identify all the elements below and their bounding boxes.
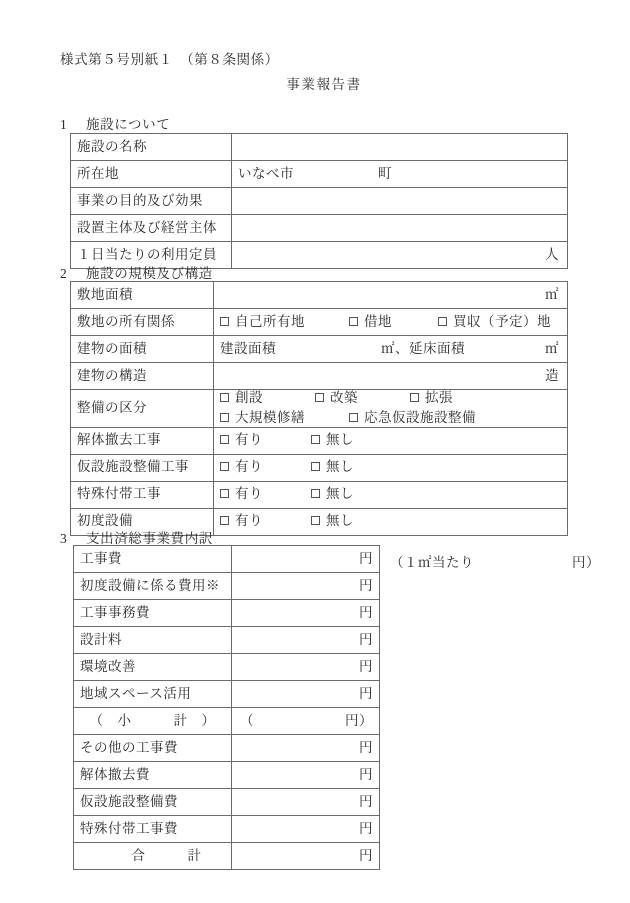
- section-label-1: 施設について: [86, 117, 171, 132]
- unit-yen: 円: [359, 577, 373, 593]
- row-label-environment-improvement: 環境改善: [74, 654, 232, 681]
- table-row: [74, 843, 380, 870]
- section-number-3: 3: [60, 531, 68, 546]
- table-row: [74, 573, 380, 600]
- row-value-purpose[interactable]: [232, 188, 568, 215]
- row-value-special-attached-cost[interactable]: [232, 816, 380, 843]
- checkbox-icon-new-construction[interactable]: [220, 393, 229, 402]
- row-label-purpose: 事業の目的及び効果: [71, 188, 232, 215]
- unit-yen: 円: [359, 631, 373, 647]
- row-value-initial-equipment: [214, 508, 568, 535]
- table-row: [74, 627, 380, 654]
- row-label-initial-equipment: 初度設備: [71, 508, 214, 535]
- row-value-design-fee[interactable]: [232, 627, 380, 654]
- section-number-2: 2: [60, 266, 68, 281]
- row-value-building-structure[interactable]: [214, 363, 568, 390]
- checkbox-icon-temporary-facility-no[interactable]: [311, 462, 320, 471]
- checkbox-icon-special-attached-no[interactable]: [311, 489, 320, 498]
- table-row: [71, 134, 568, 161]
- unit-structure: 造: [545, 367, 559, 383]
- checkbox-icon-special-attached-yes[interactable]: [220, 489, 229, 498]
- row-value-building-area[interactable]: [214, 336, 568, 363]
- checkbox-icon-demolition-no[interactable]: [311, 435, 320, 444]
- row-value-subtotal[interactable]: [232, 708, 380, 735]
- row-label-facility-name: 施設の名称: [71, 134, 232, 161]
- checkbox-icon-leased-land[interactable]: [349, 317, 358, 326]
- row-label-other-construction-cost: その他の工事費: [74, 735, 232, 762]
- building-area-second-label: 延床面積: [409, 340, 465, 356]
- option-label-initial-equipment-yes: 有り: [235, 513, 263, 529]
- row-value-temporary-facility-cost[interactable]: [232, 789, 380, 816]
- table-row: [74, 546, 380, 573]
- table-row: [71, 481, 568, 508]
- checkbox-icon-initial-equipment-no[interactable]: [311, 516, 320, 525]
- subtotal-paren-open: （: [240, 712, 254, 728]
- row-value-address[interactable]: [232, 161, 568, 188]
- table-row: [71, 215, 568, 242]
- unit-yen: 円: [359, 685, 373, 701]
- table-row: [71, 390, 568, 428]
- unit-yen: 円: [359, 847, 373, 863]
- row-value-facility-name[interactable]: [232, 134, 568, 161]
- initial-equipment-options: [220, 513, 561, 530]
- option-label-own-land: 自己所有地: [235, 313, 305, 329]
- checkbox-icon-demolition-yes[interactable]: [220, 435, 229, 444]
- special-attached-options: [220, 486, 561, 503]
- section-number-1: 1: [60, 117, 68, 132]
- row-label-total: 合 計: [74, 843, 232, 870]
- row-label-construction-admin-cost: 工事事務費: [74, 600, 232, 627]
- option-label-temporary-facility-yes: 有り: [235, 459, 263, 475]
- row-label-design-fee: 設計料: [74, 627, 232, 654]
- table-row: [74, 735, 380, 762]
- scale-structure-table: [70, 281, 568, 536]
- row-value-demolition-cost[interactable]: [232, 762, 380, 789]
- table-row: [71, 309, 568, 336]
- option-label-initial-equipment-no: 無し: [326, 513, 354, 529]
- row-value-total[interactable]: [232, 843, 380, 870]
- unit-yen: 円: [359, 739, 373, 755]
- section-heading-2: [60, 262, 213, 282]
- row-label-special-attached: 特殊付帯工事: [71, 481, 214, 508]
- checkbox-icon-rebuild[interactable]: [315, 393, 324, 402]
- table-row: [74, 789, 380, 816]
- table-row: [71, 363, 568, 390]
- option-label-special-attached-no: 無し: [326, 486, 354, 502]
- row-value-other-construction-cost[interactable]: [232, 735, 380, 762]
- facility-table: [70, 133, 568, 269]
- option-label-demolition-no: 無し: [326, 432, 354, 448]
- checkbox-icon-temporary-facility-yes[interactable]: [220, 462, 229, 471]
- table-row: [71, 427, 568, 454]
- checkbox-icon-major-repair[interactable]: [220, 413, 229, 422]
- row-label-demolition: 解体撤去工事: [71, 427, 214, 454]
- ownership-options: [220, 314, 561, 331]
- row-value-demolition: [214, 427, 568, 454]
- row-value-daily-capacity[interactable]: [232, 242, 568, 269]
- table-row: [71, 188, 568, 215]
- section-label-3: 支出済総事業費内訳: [86, 531, 213, 546]
- table-row: [71, 454, 568, 481]
- unit-yen: 円: [359, 604, 373, 620]
- table-row: [74, 654, 380, 681]
- section-heading-1: [60, 113, 170, 133]
- row-value-temporary-facility: [214, 454, 568, 481]
- work-type-options-line-1: [220, 390, 561, 407]
- table-row: [74, 762, 380, 789]
- row-label-operator: 設置主体及び経営主体: [71, 215, 232, 242]
- option-label-special-attached-yes: 有り: [235, 486, 263, 502]
- table-row: [74, 708, 380, 735]
- option-label-new-construction: 創設: [235, 390, 263, 405]
- row-value-site-area[interactable]: [214, 282, 568, 309]
- option-label-leased-land: 借地: [364, 313, 392, 329]
- option-label-expansion: 拡張: [425, 390, 453, 405]
- row-label-site-area: 敷地面積: [71, 282, 214, 309]
- building-area-first-unit: ㎡、: [381, 340, 409, 356]
- row-value-work-type: [214, 390, 568, 428]
- checkbox-icon-own-land[interactable]: [220, 317, 229, 326]
- cost-breakdown-table: [73, 545, 380, 870]
- section-heading-3: [60, 527, 213, 547]
- row-value-environment-improvement[interactable]: [232, 654, 380, 681]
- unit-yen: 円: [359, 658, 373, 674]
- building-area-first-label: 建設面積: [220, 340, 276, 356]
- unit-yen: 円: [359, 820, 373, 836]
- option-label-major-repair: 大規模修繕: [235, 409, 305, 425]
- row-value-construction-cost[interactable]: [232, 546, 380, 573]
- row-label-work-type: 整備の区分: [71, 390, 214, 428]
- checkbox-icon-initial-equipment-yes[interactable]: [220, 516, 229, 525]
- row-label-subtotal: （ 小 計 ）: [74, 708, 232, 735]
- row-label-special-attached-cost: 特殊付帯工事費: [74, 816, 232, 843]
- building-area-second-unit: ㎡: [545, 340, 559, 356]
- row-value-community-space[interactable]: [232, 681, 380, 708]
- row-value-construction-admin-cost[interactable]: [232, 600, 380, 627]
- row-value-ownership: [214, 309, 568, 336]
- table-row: [74, 816, 380, 843]
- document-title: 事業報告書: [286, 77, 362, 92]
- row-label-initial-equipment-cost: 初度設備に係る費用※: [74, 573, 232, 600]
- row-label-daily-capacity: １日当たりの利用定員: [71, 242, 232, 269]
- unit-yen: 円: [359, 766, 373, 782]
- unit-square-meter: ㎡: [545, 286, 559, 302]
- row-label-demolition-cost: 解体撤去費: [74, 762, 232, 789]
- unit-yen: 円: [359, 793, 373, 809]
- option-label-rebuild: 改築: [330, 390, 358, 405]
- row-label-community-space: 地域スペース活用: [74, 681, 232, 708]
- table-row: [71, 161, 568, 188]
- value-text: いなべ市 町: [238, 165, 392, 181]
- row-label-building-area: 建物の面積: [71, 336, 214, 363]
- checkbox-icon-expansion[interactable]: [410, 393, 419, 402]
- unit-yen-paren: 円）: [345, 712, 373, 728]
- table-row: [71, 336, 568, 363]
- option-label-temporary-facility-no: 無し: [326, 459, 354, 475]
- option-label-purchase-land: 買収（予定）地: [453, 313, 551, 329]
- row-value-initial-equipment-cost[interactable]: [232, 573, 380, 600]
- table-row: [74, 600, 380, 627]
- demolition-options: [220, 432, 561, 449]
- checkbox-icon-purchase-land[interactable]: [438, 317, 447, 326]
- form-code: 様式第５号別紙１ （第８条関係）: [60, 52, 279, 67]
- unit-yen: 円: [359, 550, 373, 566]
- per-square-meter-note: （１㎡当たり 円）: [390, 555, 600, 570]
- row-label-address: 所在地: [71, 161, 232, 188]
- row-label-temporary-facility-cost: 仮設施設整備費: [74, 789, 232, 816]
- checkbox-icon-emergency-temporary[interactable]: [349, 413, 358, 422]
- option-label-demolition-yes: 有り: [235, 432, 263, 448]
- table-row: [71, 282, 568, 309]
- row-value-operator[interactable]: [232, 215, 568, 242]
- row-value-special-attached: [214, 481, 568, 508]
- unit-text: 人: [545, 246, 559, 262]
- row-label-building-structure: 建物の構造: [71, 363, 214, 390]
- row-label-ownership: 敷地の所有関係: [71, 309, 214, 336]
- temporary-facility-options: [220, 459, 561, 476]
- section-label-2: 施設の規模及び構造: [86, 266, 213, 281]
- work-type-options-line-2: [220, 410, 561, 427]
- row-label-temporary-facility: 仮設施設整備工事: [71, 454, 214, 481]
- row-label-construction-cost: 工事費: [74, 546, 232, 573]
- option-label-emergency-temporary: 応急仮設施設整備: [364, 409, 476, 425]
- table-row: [74, 681, 380, 708]
